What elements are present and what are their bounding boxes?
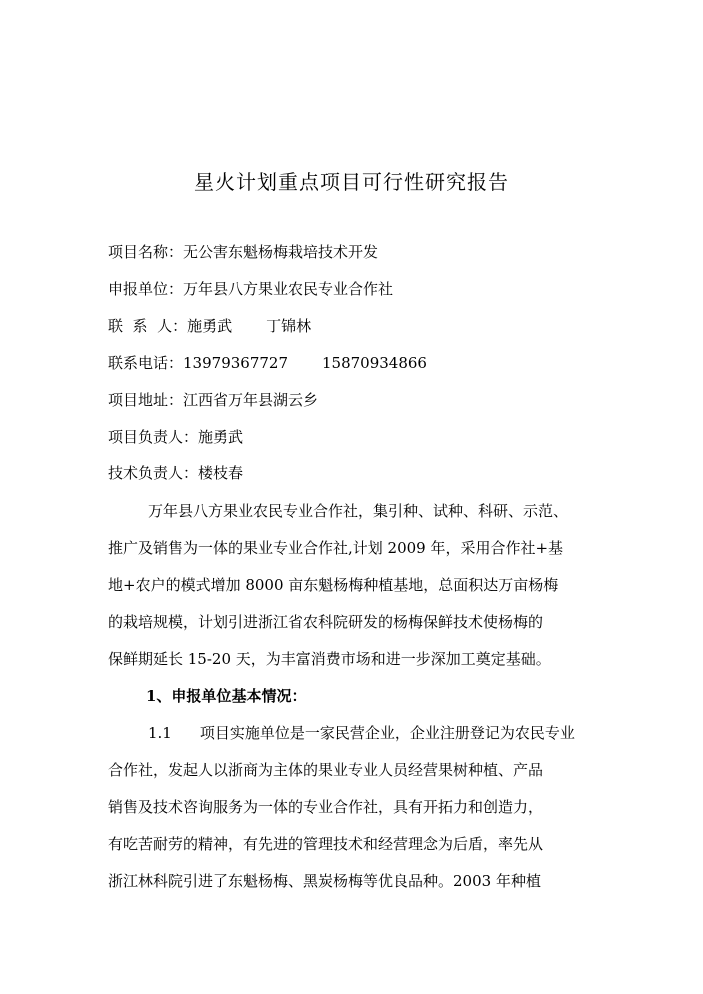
subsection-line: 合作社，发起人以浙商为主体的果业专业人员经营果树种植、产品	[108, 761, 544, 779]
address-label: 项目地址：	[108, 391, 184, 409]
subsection-line: 浙江林科院引进了东魁杨梅、黑炭杨梅等优良品种。2003 年种植	[108, 872, 541, 890]
document-title: 星火计划重点项目可行性研究报告	[194, 170, 509, 194]
intro-line: 的栽培规模，计划引进浙江省农科院研发的杨梅保鲜技术使杨梅的	[108, 613, 544, 631]
project-name-value: 无公害东魁杨梅栽培技术开发	[183, 243, 379, 261]
address-value: 江西省万年县湖云乡	[183, 391, 319, 409]
subsection-line: 项目实施单位是一家民营企业，企业注册登记为农民专业	[199, 724, 575, 742]
tech-leader-label: 技术负责人：	[108, 464, 199, 482]
project-name-label: 项目名称：	[108, 243, 184, 261]
tech-leader-row	[108, 462, 243, 483]
contact-value-2: 丁锦林	[266, 317, 312, 335]
phone-value-1: 13979367727	[183, 354, 288, 372]
leader-label: 项目负责人：	[108, 428, 199, 446]
subsection-number: 1.1	[148, 724, 172, 742]
applicant-label: 申报单位：	[108, 280, 184, 298]
address-row	[108, 389, 318, 410]
intro-line: 地+农户的模式增加 8000 亩东魁杨梅种植基地，总面积达万亩杨梅	[108, 576, 559, 594]
leader-row	[108, 426, 243, 447]
subsection-line: 销售及技术咨询服务为一体的专业合作社，具有开拓力和创造力，	[108, 798, 544, 816]
phone-value-2: 15870934866	[322, 354, 427, 372]
subsection-first-line	[148, 722, 575, 743]
project-name-row	[108, 241, 378, 262]
applicant-row	[108, 278, 393, 299]
intro-line: 推广及销售为一体的果业专业合作社,计划 2009 年，采用合作社+基	[108, 539, 564, 557]
intro-line: 万年县八方果业农民专业合作社，集引种、试种、科研、示范、	[148, 502, 569, 520]
leader-value: 施勇武	[198, 428, 244, 446]
subsection-line: 有吃苦耐劳的精神，有先进的管理技术和经营理念为后盾，率先从	[108, 835, 544, 853]
section-heading: 1、申报单位基本情况：	[146, 687, 307, 705]
phone-row	[108, 352, 427, 373]
intro-line: 保鲜期延长 15-20 天，为丰富消费市场和进一步深加工奠定基础。	[108, 650, 551, 668]
contact-label: 联 系 人：	[108, 317, 188, 335]
contact-row	[108, 315, 311, 336]
contact-value-1: 施勇武	[187, 317, 233, 335]
tech-leader-value: 楼枝春	[198, 464, 244, 482]
applicant-value: 万年县八方果业农民专业合作社	[183, 280, 394, 298]
phone-label: 联系电话：	[108, 354, 184, 372]
